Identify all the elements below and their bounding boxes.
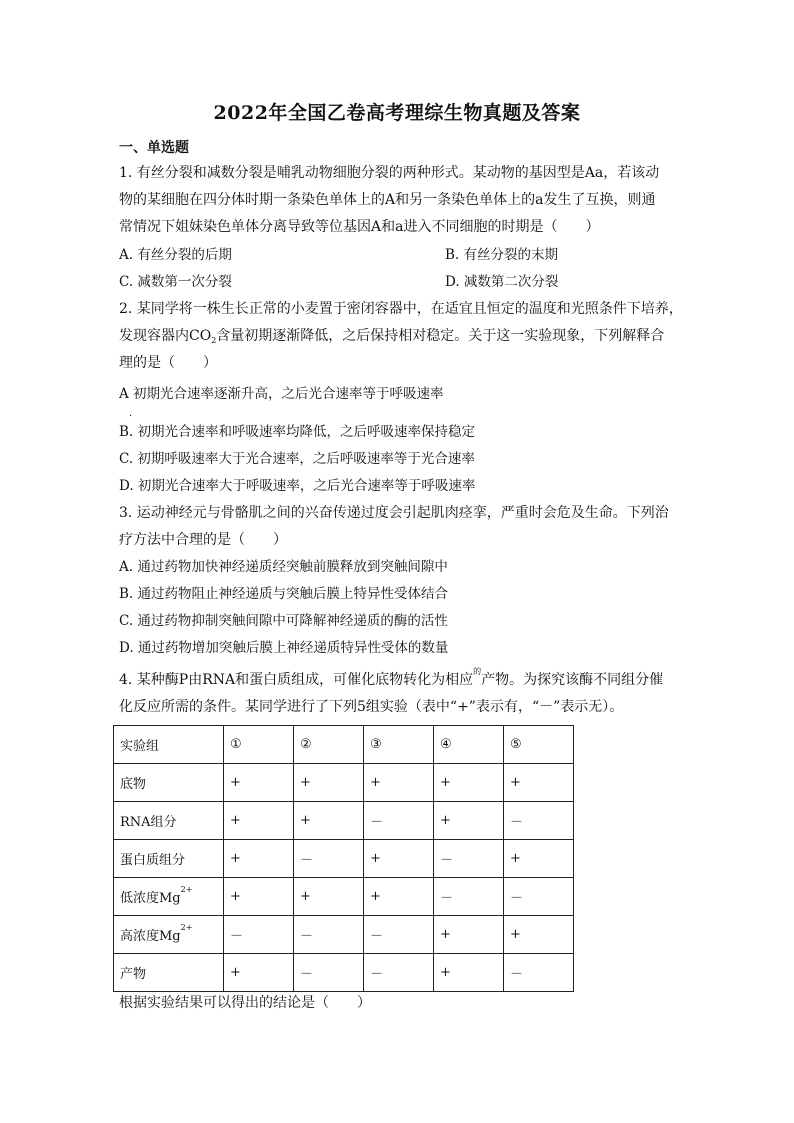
page-title: 2022年全国乙卷高考理综生物真题及答案 [213, 102, 581, 124]
q3-option-b: B. 通过药物阻止神经递质与突触后膜上特异性受体结合 [119, 586, 449, 602]
table-cell: + [434, 916, 504, 954]
header-cell: ① [224, 726, 294, 764]
table-cell: + [364, 878, 434, 916]
q4-line-2: 化反应所需的条件。某同学进行了下列5组实验（表中“+”表示有，“－”表示无）。 [119, 699, 624, 715]
row-label-text: 高浓度Mg [120, 929, 181, 944]
q4-line-1-part-b: 产物。为探究该酶不同组分催 [481, 672, 664, 688]
table-cell: + [224, 764, 294, 802]
table-cell: － [294, 840, 364, 878]
row-label: RNA组分 [114, 802, 224, 840]
table-cell: + [224, 954, 294, 992]
table-cell: － [224, 916, 294, 954]
mg-charge-superscript: 2+ [180, 923, 193, 932]
q4-line-1 [119, 667, 664, 692]
table-row [114, 954, 574, 992]
q2-line-2-part-a: 发现容器内CO [119, 328, 212, 344]
q1-option-b: B. 有丝分裂的末期 [445, 247, 559, 263]
table-cell: － [364, 954, 434, 992]
table-cell: + [224, 878, 294, 916]
row-label: 产物 [114, 954, 224, 992]
q1-option-c: C. 减数第一次分裂 [119, 274, 232, 290]
section-heading: 一、单选题 [119, 140, 189, 156]
q2-line-2-part-b: 含量初期逐渐降低，之后保持相对稳定。关于这一实验现象，下列解释合 [216, 328, 665, 344]
table-row [114, 878, 574, 916]
header-cell: ③ [364, 726, 434, 764]
table-cell: + [294, 764, 364, 802]
table-row [114, 764, 574, 802]
q2-line-2 [119, 326, 664, 348]
row-label: 底物 [114, 764, 224, 802]
q3-line-2: 疗方法中合理的是（ ） [119, 532, 287, 548]
q1-line-1: 1. 有丝分裂和减数分裂是哺乳动物细胞分裂的两种形式。某动物的基因型是Aa，若该动 [119, 165, 660, 181]
row-label [114, 916, 224, 954]
row-label [114, 878, 224, 916]
row-label-text: 低浓度Mg [120, 891, 181, 906]
q4-line-1-part-a: 4. 某种酶P由RNA和蛋白质组成，可催化底物转化为相应 [119, 672, 474, 688]
header-cell: 实验组 [114, 726, 224, 764]
table-cell: － [364, 802, 434, 840]
table-cell: － [504, 954, 574, 992]
q1-line-2: 物的某细胞在四分体时期一条染色单体上的A和另一条染色单体上的a发生了互换，则通 [119, 192, 656, 208]
q3-line-1: 3. 运动神经元与骨骼肌之间的兴奋传递过度会引起肌肉痉挛，严重时会危及生命。下列治 [119, 505, 669, 521]
q2-line-1: 2. 某同学将一株生长正常的小麦置于密闭容器中，在适宜且恒定的温度和光照条件下培养， [119, 301, 683, 317]
table-row [114, 802, 574, 840]
q2-option-a-dot: ． [129, 408, 139, 419]
row-label: 蛋白质组分 [114, 840, 224, 878]
table-cell: + [504, 764, 574, 802]
q2-line-3: 理的是（ ） [119, 355, 217, 371]
table-row [114, 916, 574, 954]
table-header-row [114, 726, 574, 764]
table-cell: － [364, 916, 434, 954]
table-cell: + [434, 954, 504, 992]
header-cell: ② [294, 726, 364, 764]
q1-line-3: 常情况下姐妹染色单体分离导致等位基因A和a进入不同细胞的时期是（ ） [119, 219, 600, 235]
header-cell: ⑤ [504, 726, 574, 764]
q2-option-a: A 初期光合速率逐渐升高，之后光合速率等于呼吸速率 [119, 386, 444, 402]
table-cell: － [434, 840, 504, 878]
q3-option-a: A. 通过药物加快神经递质经突触前膜释放到突触间隙中 [119, 559, 448, 575]
q1-option-a: A. 有丝分裂的后期 [119, 247, 232, 263]
q3-option-d: D. 通过药物增加突触后膜上神经递质特异性受体的数量 [119, 640, 449, 656]
table-cell: + [224, 802, 294, 840]
mg-charge-superscript: 2+ [180, 885, 193, 894]
header-cell: ④ [434, 726, 504, 764]
table-cell: + [504, 840, 574, 878]
table-cell: + [294, 802, 364, 840]
table-cell: － [504, 878, 574, 916]
table-row [114, 840, 574, 878]
q2-option-d: D. 初期光合速率大于呼吸速率，之后光合速率等于呼吸速率 [119, 478, 476, 494]
table-cell: + [364, 764, 434, 802]
q3-option-c: C. 通过药物抑制突触间隙中可降解神经递质的酶的活性 [119, 613, 448, 629]
q4-superscript-char: 的 [473, 667, 482, 676]
table-cell: － [434, 878, 504, 916]
table-cell: + [434, 802, 504, 840]
table-cell: － [504, 802, 574, 840]
table-cell: + [224, 840, 294, 878]
table-cell: + [434, 764, 504, 802]
table-cell: + [294, 878, 364, 916]
table-cell: + [504, 916, 574, 954]
q4-conclusion-prompt: 根据实验结果可以得出的结论是（ ） [119, 995, 371, 1011]
table-cell: + [364, 840, 434, 878]
q2-option-c: C. 初期呼吸速率大于光合速率，之后呼吸速率等于光合速率 [119, 451, 475, 467]
q2-option-b: B. 初期光合速率和呼吸速率均降低，之后呼吸速率保持稳定 [119, 424, 476, 440]
table-cell: － [294, 916, 364, 954]
co2-subscript: 2 [211, 336, 217, 345]
q1-option-d: D. 减数第二次分裂 [445, 274, 559, 290]
table-cell: － [294, 954, 364, 992]
experiment-table [113, 725, 574, 992]
